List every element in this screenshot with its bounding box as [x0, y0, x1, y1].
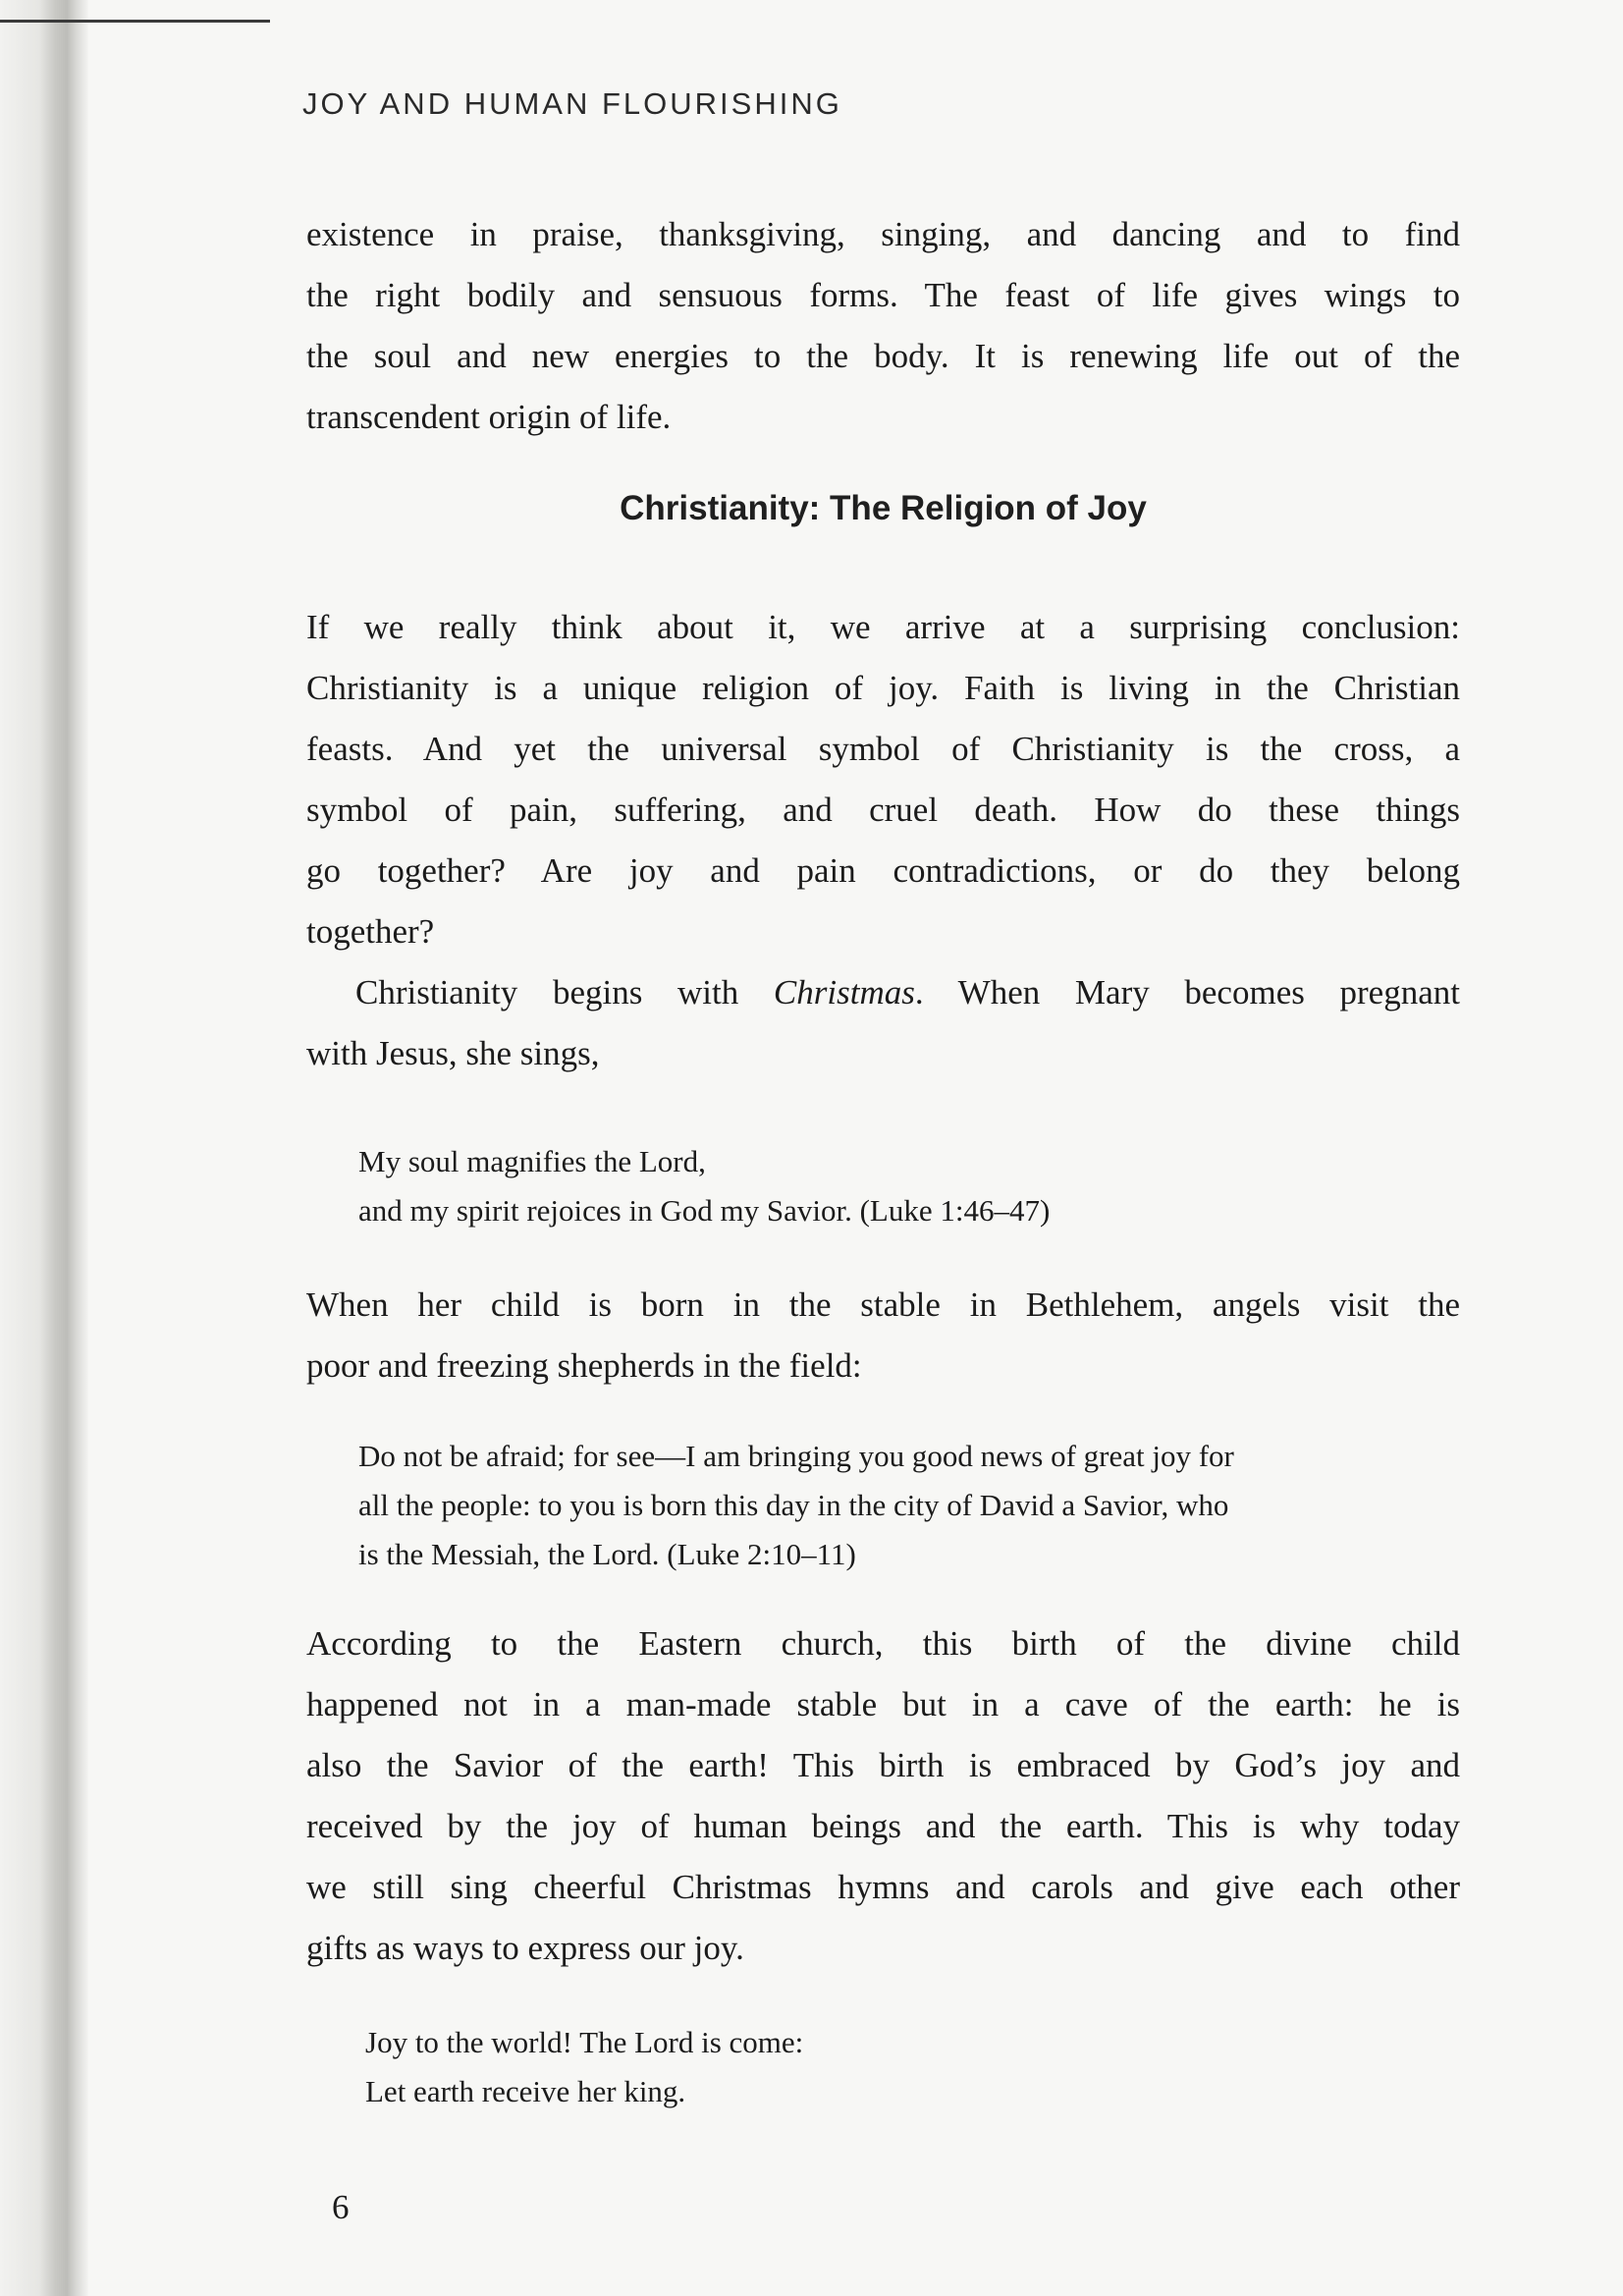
text-line: go together? Are joy and pain contradictions, or do they belong [306, 851, 1460, 890]
quote-line: all the people: to you is born this day in the city of David a Savior, who [358, 1488, 1229, 1522]
text-line: transcendent origin of life. [306, 398, 672, 436]
text-line: feasts. And yet the universal symbol of Christianity is the cross, a [306, 730, 1460, 768]
block-quote-2 [358, 1432, 1438, 1579]
italic-term: Christmas [773, 973, 915, 1011]
text-line: together? [306, 912, 435, 951]
text-line: also the Savior of the earth! This birth is embraced by God’s joy and [306, 1746, 1460, 1784]
top-rule [0, 20, 270, 23]
running-head: JOY AND HUMAN FLOURISHING [302, 86, 842, 121]
paragraph-1 [306, 204, 1460, 448]
text-line: According to the Eastern church, this birth of the divine child [306, 1624, 1460, 1663]
text-line: gifts as ways to express our joy. [306, 1929, 744, 1967]
text-line: poor and freezing shepherds in the field: [306, 1346, 862, 1385]
text-line: the right bodily and sensuous forms. The feast of life gives wings to [306, 276, 1460, 314]
page-gutter-shadow [0, 0, 88, 2296]
quote-line: and my spirit rejoices in God my Savior. (Luke 1:46–47) [358, 1193, 1051, 1228]
text-line: Christianity is a unique religion of joy. Faith is living in the Christian [306, 669, 1460, 707]
text-line: existence in praise, thanksgiving, singing, and dancing and to find [306, 215, 1460, 253]
section-heading: Christianity: The Religion of Joy [620, 489, 1147, 527]
text-line: When her child is born in the stable in Bethlehem, angels visit the [306, 1285, 1460, 1324]
text-line: we still sing cheerful Christmas hymns and carols and give each other [306, 1868, 1460, 1906]
quote-line: Let earth receive her king. [365, 2074, 686, 2108]
text-line: with Jesus, she sings, [306, 1034, 600, 1072]
text-span: Christianity begins with [355, 973, 774, 1011]
quote-line: Do not be afraid; for see—I am bringing you good news of great joy for [358, 1439, 1234, 1473]
paragraph-4 [306, 1275, 1460, 1396]
text-line: the soul and new energies to the body. It is renewing life out of the [306, 337, 1460, 375]
text-span: . When Mary becomes pregnant [914, 973, 1460, 1011]
quote-line: is the Messiah, the Lord. (Luke 2:10–11) [358, 1537, 856, 1571]
block-quote-3 [365, 2018, 1445, 2116]
block-quote-1 [358, 1137, 1438, 1235]
quote-line: My soul magnifies the Lord, [358, 1144, 706, 1178]
text-line: happened not in a man-made stable but in a cave of the earth: he is [306, 1685, 1460, 1723]
page-number: 6 [332, 2188, 350, 2226]
text-line: symbol of pain, suffering, and cruel death. How do these things [306, 791, 1460, 829]
text-line [306, 962, 1460, 1023]
text-line: If we really think about it, we arrive at a surprising conclusion: [306, 608, 1460, 646]
text-line: received by the joy of human beings and the earth. This is why today [306, 1807, 1460, 1845]
paragraph-2 [306, 597, 1460, 1084]
paragraph-5 [306, 1613, 1460, 1979]
quote-line: Joy to the world! The Lord is come: [365, 2025, 804, 2059]
